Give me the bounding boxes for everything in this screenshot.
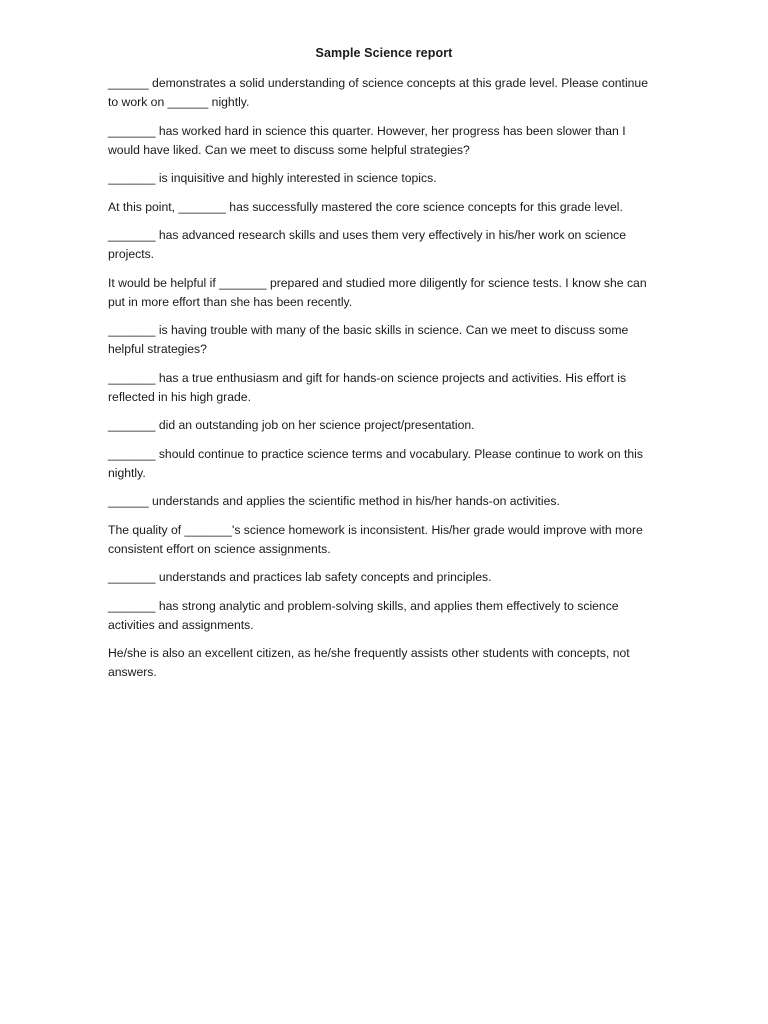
comment-paragraph: He/she is also an excellent citizen, as he/she frequently assists other students with concepts, not answers. — [108, 646, 630, 679]
comment-paragraph: It would be helpful if _______ prepared and studied more diligently for science tests. I know she can put in more effort than she has been recently. — [108, 275, 647, 309]
comment-paragraph: _______ has worked hard in science this quarter. However, her progress has been slower than I would have liked. Can we meet to discuss some helpful strategies? — [108, 123, 626, 157]
document-title: Sample Science report — [315, 46, 453, 60]
comment-paragraph: ______ understands and applies the scientific method in his/her hands-on activities. — [108, 494, 560, 508]
comment-paragraph: _______ did an outstanding job on her science project/presentation. — [108, 418, 475, 432]
comment-paragraph: _______ is having trouble with many of the basic skills in science. Can we meet to discuss some helpful strategies? — [108, 323, 629, 356]
comment-paragraph: _______ has a true enthusiasm and gift for hands-on science projects and activities. His effort is reflected in his high grade. — [108, 370, 627, 404]
comment-paragraph: ______ demonstrates a solid understanding of science concepts at this grade level. Please continue to work on ______ nightly. — [108, 76, 648, 109]
report-comments — [108, 74, 653, 692]
comment-paragraph: _______ has strong analytic and problem-solving skills, and applies them effectively to science activities and assignments. — [108, 598, 619, 632]
comment-paragraph: _______ should continue to practice science terms and vocabulary. Please continue to work on this nightly. — [108, 446, 643, 480]
comment-paragraph: _______ understands and practices lab safety concepts and principles. — [108, 570, 492, 584]
comment-paragraph: _______ is inquisitive and highly interested in science topics. — [108, 171, 437, 185]
comment-paragraph: At this point, _______ has successfully mastered the core science concepts for this grade level. — [108, 199, 623, 214]
comment-paragraph: The quality of _______'s science homework is inconsistent. His/her grade would improve with more consistent effort on science assignments. — [108, 522, 643, 556]
comment-paragraph: _______ has advanced research skills and uses them very effectively in his/her work on science projects. — [108, 228, 627, 261]
